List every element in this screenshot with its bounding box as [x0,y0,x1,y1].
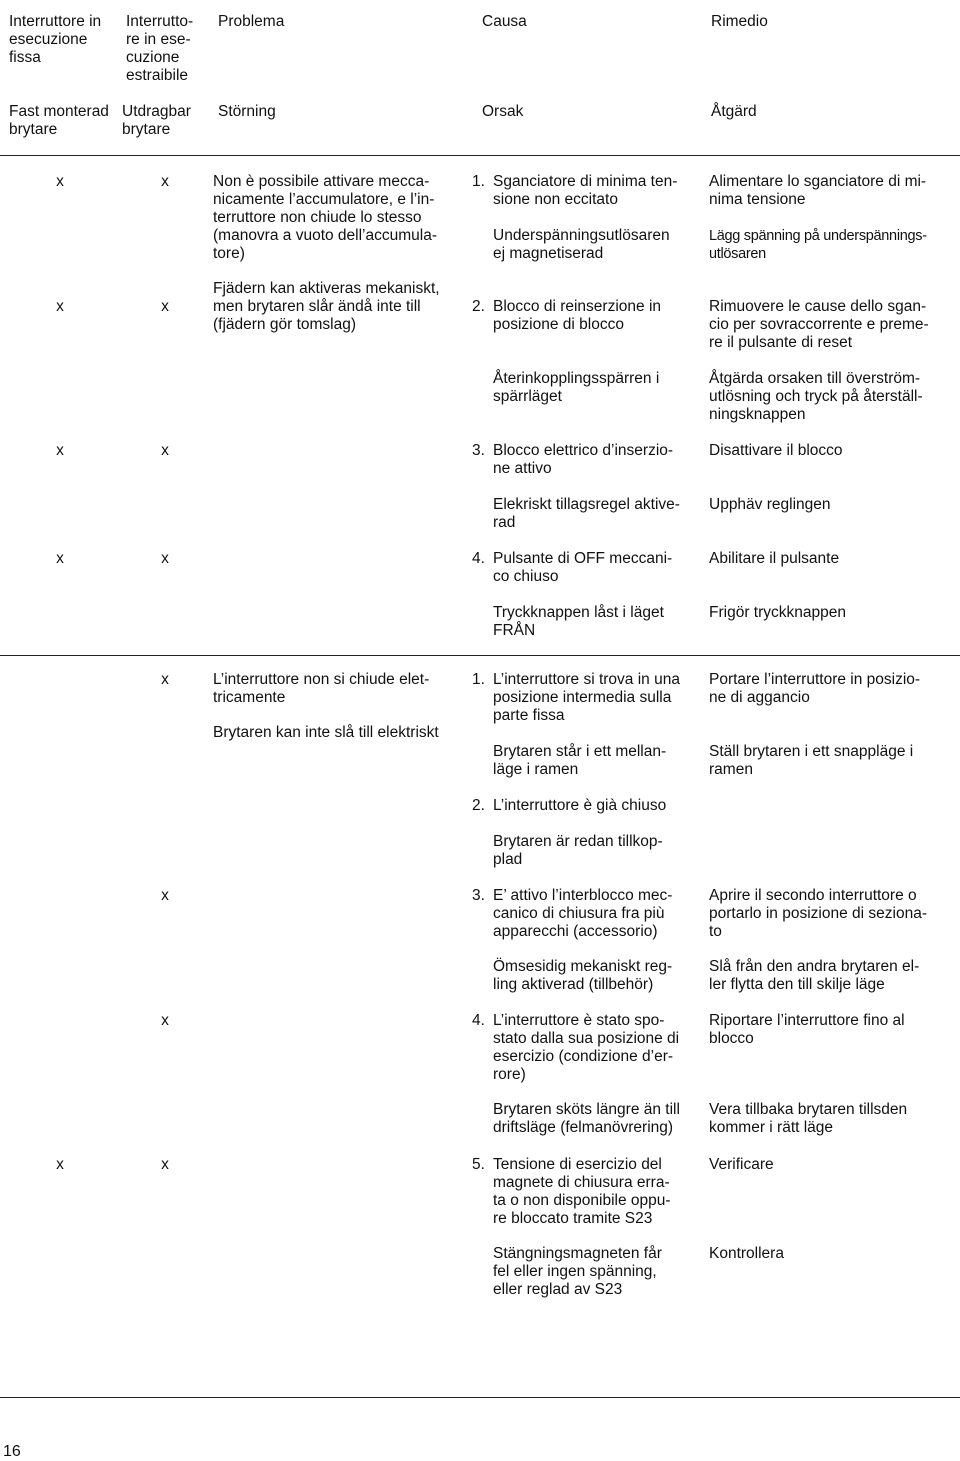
s2-row1-number: 1. [472,671,485,688]
header-problem-sv: Störning [218,103,276,120]
s1-row3-number: 3. [472,442,485,459]
s2-row3-number: 3. [472,887,485,904]
header-fixed-sv: Fast monterad brytare [9,103,109,138]
s2-row5-fixed-mark: x [56,1156,64,1173]
s1-row2-withdrawable-mark: x [161,298,169,315]
section-divider [0,655,960,656]
s2-row4-remedy-it: Riportare l’interruttore fino al blocco [709,1012,905,1047]
s1-row1-cause-it: Sganciatore di minima ten- sione non eccitato [493,173,678,208]
header-remedy-sv: Åtgärd [711,103,757,120]
s1-row2-cause-sv: Återinkopplingsspärren i spärrläget [493,370,660,405]
s2-row4-withdrawable-mark: x [161,1012,169,1029]
header-divider [0,155,960,156]
s1-row1-fixed-mark: x [56,173,64,190]
s2-row5-withdrawable-mark: x [161,1156,169,1173]
s2-row1-cause-sv: Brytaren står i ett mellan- läge i ramen [493,743,667,778]
s1-row4-remedy-it: Abilitare il pulsante [709,550,840,567]
s2-row3-remedy-it: Aprire il secondo interruttore o portarlo in posizione di seziona- to [709,887,927,940]
header-fixed-it: Interruttore in esecuzione fissa [9,13,102,66]
s2-row4-cause-sv: Brytaren sköts längre än till driftsläge (felmanövrering) [493,1101,680,1136]
s1-row1-remedy-sv: Lägg spänning på underspännings- utlösaren [709,228,927,262]
s2-row1-cause-it: L’interruttore si trova in una posizione intermedia sulla parte fissa [493,671,680,724]
s1-row3-remedy-sv: Upphäv reglingen [709,496,831,513]
page-number: 16 [3,1443,21,1460]
s2-row2-cause-it: L’interruttore è già chiuso [493,797,667,814]
header-withdrawable-it: Interrutto- re in ese- cuzione estraibile [126,13,194,84]
s2-row4-number: 4. [472,1012,485,1029]
s2-row2-cause-sv: Brytaren är redan tillkop- plad [493,833,663,868]
section2-problem-it: L’interruttore non si chiude elet- tricamente [213,671,430,706]
s1-row3-withdrawable-mark: x [161,442,169,459]
s1-row1-withdrawable-mark: x [161,173,169,190]
s2-row5-number: 5. [472,1156,485,1173]
s2-row5-remedy-it: Verificare [709,1156,774,1173]
s2-row1-remedy-sv: Ställ brytaren i ett snappläge i ramen [709,743,914,778]
s1-row2-fixed-mark: x [56,298,64,315]
section2-problem-sv: Brytaren kan inte slå till elektriskt [213,724,439,741]
header-cause-it: Causa [482,13,527,30]
s2-row5-cause-it: Tensione di esercizio del magnete di chiusura erra- ta o non disponibile oppu- re bloccato tramite S23 [493,1156,671,1227]
s2-row3-cause-it: E’ attivo l’interblocco mec- canico di chiusura fra più apparecchi (accessorio) [493,887,673,940]
s1-row2-remedy-it: Rimuovere le cause dello sgan- cio per sovraccorrente e preme- re il pulsante di reset [709,298,929,351]
s2-row1-remedy-it: Portare l’interruttore in posizio- ne di aggancio [709,671,921,706]
header-cause-sv: Orsak [482,103,524,120]
s1-row2-number: 2. [472,298,485,315]
s1-row1-remedy-it: Alimentare lo sganciatore di mi- nima tensione [709,173,927,208]
header-problem-it: Problema [218,13,285,30]
section1-problem-it: Non è possibile attivare mecca- nicamente l’accumulatore, e l’in- terruttore non chiude lo stesso (manovra a vuoto dell’accumula- tore) [213,173,437,262]
s2-row3-cause-sv: Ömsesidig mekaniskt reg- ling aktiverad (tillbehör) [493,958,673,993]
s1-row3-fixed-mark: x [56,442,64,459]
s2-row3-withdrawable-mark: x [161,887,169,904]
table-bottom-rule [0,1397,960,1398]
s2-row4-cause-it: L’interruttore è stato spo- stato dalla sua posizione di esercizio (condizione d’er- rore) [493,1012,680,1083]
s2-row4-remedy-sv: Vera tillbaka brytaren tillsden kommer i rätt läge [709,1101,908,1136]
s1-row4-cause-sv: Tryckknappen låst i läget FRÅN [493,604,664,639]
s1-row1-number: 1. [472,173,485,190]
s1-row4-remedy-sv: Frigör tryckknappen [709,604,846,621]
header-withdrawable-sv: Utdragbar brytare [122,103,191,138]
s2-row3-remedy-sv: Slå från den andra brytaren el- ler flytta den till skilje läge [709,958,920,993]
s1-row4-fixed-mark: x [56,550,64,567]
s2-row5-remedy-sv: Kontrollera [709,1245,784,1262]
s1-row3-cause-it: Blocco elettrico d’inserzio- ne attivo [493,442,674,477]
s1-row2-remedy-sv: Åtgärda orsaken till överström- utlösning och tryck på återställ- ningsknappen [709,370,923,423]
s1-row4-number: 4. [472,550,485,567]
s1-row3-cause-sv: Elekriskt tillagsregel aktive- rad [493,496,680,531]
s1-row4-withdrawable-mark: x [161,550,169,567]
s1-row2-cause-it: Blocco di reinserzione in posizione di blocco [493,298,662,333]
s2-row1-withdrawable-mark: x [161,671,169,688]
header-remedy-it: Rimedio [711,13,768,30]
s1-row1-cause-sv: Underspänningsutlösaren ej magnetiserad [493,227,670,262]
s2-row5-cause-sv: Stängningsmagneten får fel eller ingen spänning, eller reglad av S23 [493,1245,662,1298]
s2-row2-number: 2. [472,797,485,814]
s1-row3-remedy-it: Disattivare il blocco [709,442,843,459]
section1-problem-sv: Fjädern kan aktiveras mekaniskt, men brytaren slår ändå inte till (fjädern gör tomslag) [213,280,440,333]
s1-row4-cause-it: Pulsante di OFF meccani- co chiuso [493,550,673,585]
